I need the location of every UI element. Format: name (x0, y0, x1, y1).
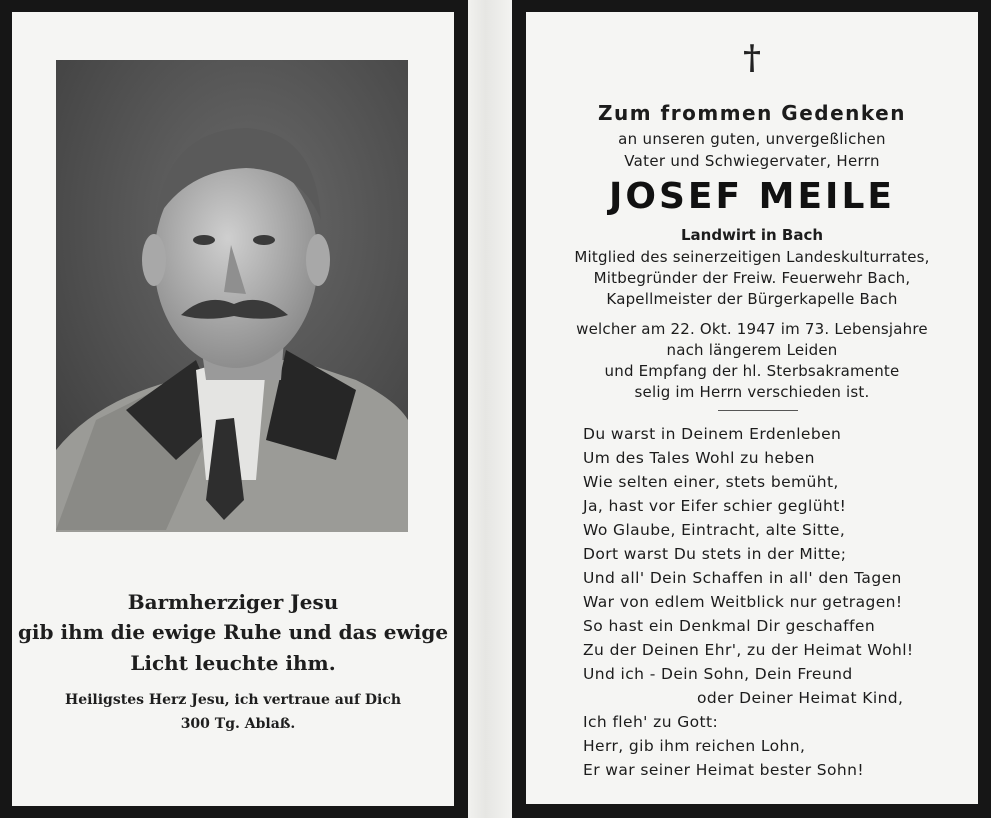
poem-line: oder Deiner Heimat Kind, (697, 689, 904, 707)
intro-line-1: an unseren guten, unvergeßlichen (618, 130, 886, 148)
death-notice-line: welcher am 22. Okt. 1947 im 73. Lebensjahre (576, 320, 928, 338)
poem-line: Wo Glaube, Eintracht, alte Sitte, (583, 521, 846, 539)
poem-line: War von edlem Weitblick nur getragen! (583, 593, 903, 611)
cross-icon: † (743, 38, 761, 78)
poem-line: Herr, gib ihm reichen Lohn, (583, 737, 806, 755)
poem-line: Ja, hast vor Eifer schier geglüht! (583, 497, 847, 515)
card-paper-left (12, 12, 454, 806)
role-line: Mitbegründer der Freiw. Feuerwehr Bach, (593, 269, 911, 287)
prayer-line-2: gib ihm die ewige Ruhe und das ewige (17, 620, 449, 644)
portrait-image (56, 60, 408, 532)
role-line: Mitglied des seinerzeitigen Landeskulturrates, (574, 248, 930, 266)
poem-line: Wie selten einer, stets bemüht, (583, 473, 839, 491)
intro-line-2: Vater und Schwiegervater, Herrn (624, 152, 880, 170)
poem-line: Und all' Dein Schaffen in all' den Tagen (583, 569, 902, 587)
poem-line: Zu der Deinen Ehr', zu der Heimat Wohl! (583, 641, 914, 659)
poem-line: So hast ein Denkmal Dir geschaffen (583, 617, 876, 635)
prayer-line-3: Licht leuchte ihm. (130, 651, 336, 675)
poem-line: Dort warst Du stets in der Mitte; (583, 545, 847, 563)
poem-line: Und ich - Dein Sohn, Dein Freund (583, 665, 853, 683)
poem-line: Um des Tales Wohl zu heben (583, 449, 815, 467)
prayer-line-1: Barmherziger Jesu (127, 590, 339, 614)
indulgence-line-2: 300 Tg. Ablaß. (180, 716, 296, 732)
memorial-poem (583, 422, 973, 782)
deceased-name: JOSEF MEILE (609, 176, 895, 217)
death-notice-line: nach längerem Leiden (666, 341, 838, 359)
death-notice-line: und Empfang der hl. Sterbsakramente (604, 362, 900, 380)
poem-line: Er war seiner Heimat bester Sohn! (583, 761, 864, 779)
poem-line: Ich fleh' zu Gott: (583, 713, 719, 731)
role-line: Kapellmeister der Bürgerkapelle Bach (606, 290, 898, 308)
divider-rule (718, 410, 798, 411)
indulgence-line-1: Heiligstes Herz Jesu, ich vertraue auf Dich (64, 692, 402, 708)
card-gap (468, 0, 512, 818)
death-notice-line: selig im Herrn verschieden ist. (634, 383, 870, 401)
poem-line: Du warst in Deinem Erdenleben (583, 425, 842, 443)
memorial-card-right (512, 0, 991, 818)
portrait-photo (56, 60, 408, 532)
occupation: Landwirt in Bach (680, 226, 824, 244)
memorial-card-left (0, 0, 468, 818)
memorial-heading: Zum frommen Gedenken (598, 101, 906, 125)
card-paper-right (526, 12, 978, 804)
